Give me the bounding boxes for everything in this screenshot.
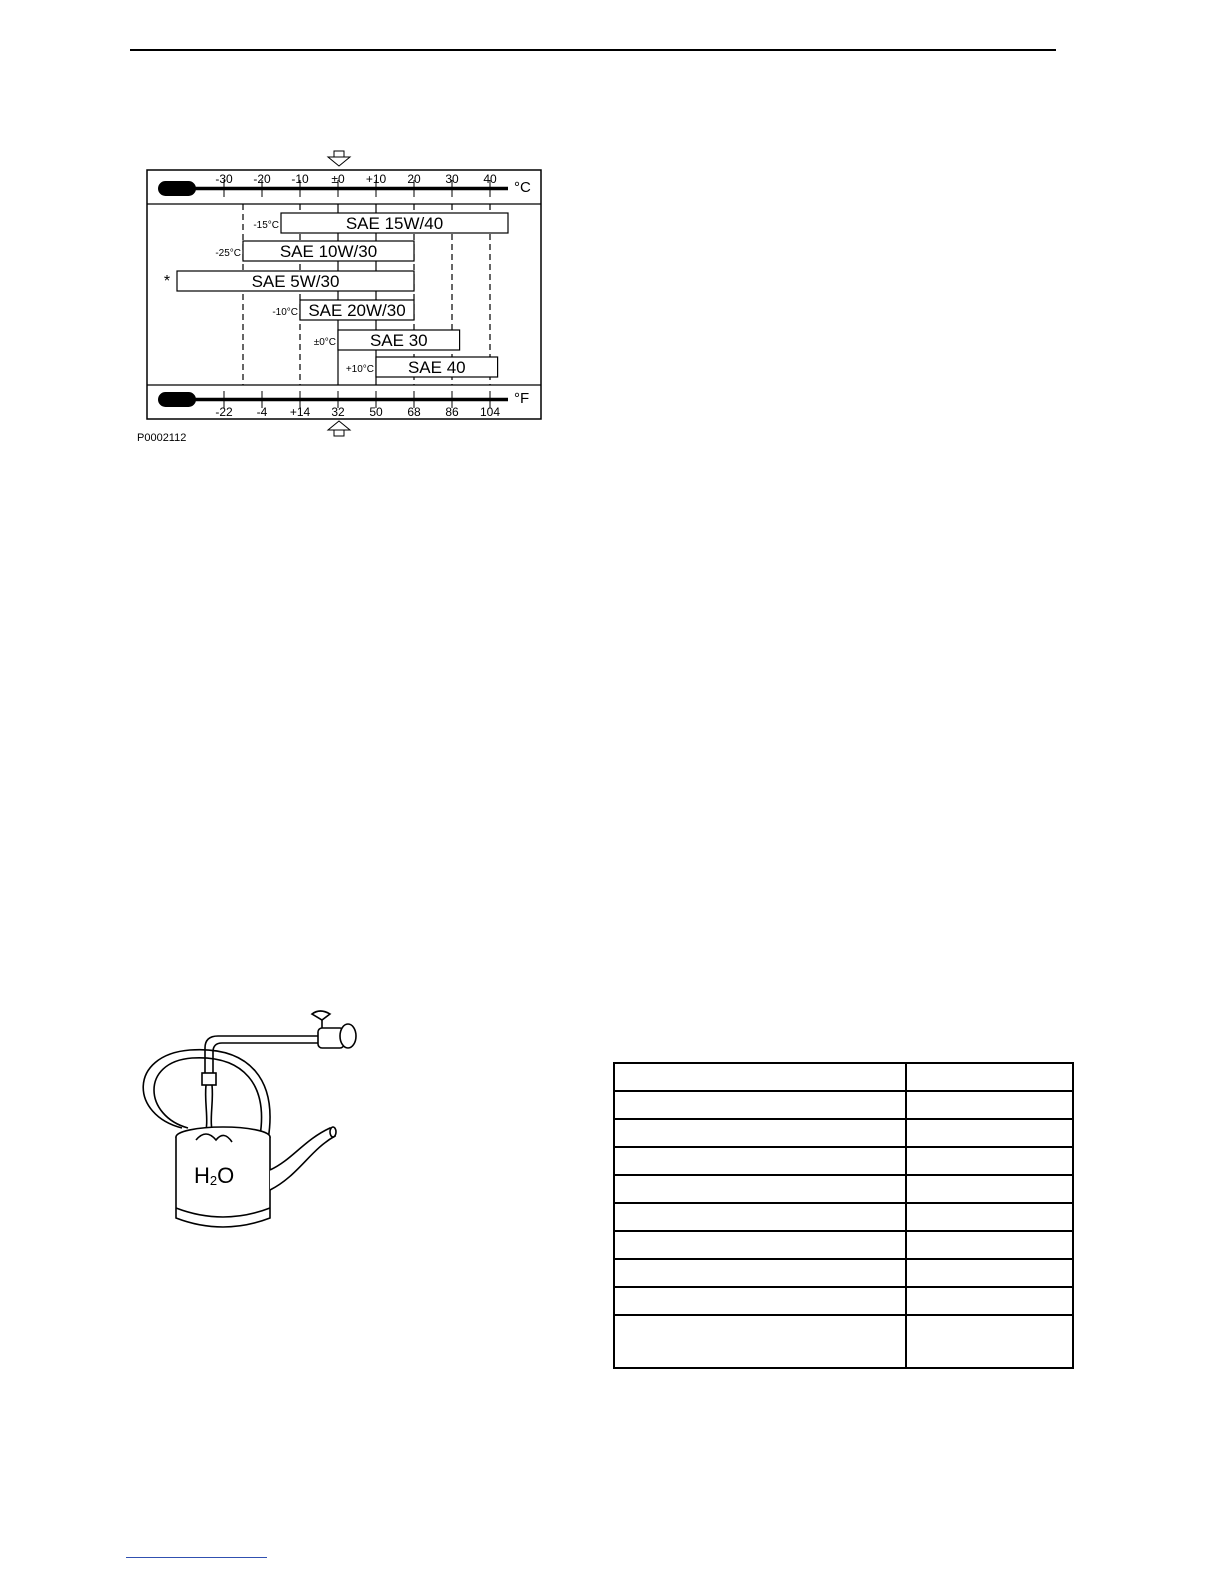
table-cell-item xyxy=(614,1063,906,1091)
oil-grade-label: SAE 15W/40 xyxy=(345,214,444,233)
celsius-tick-label: -20 xyxy=(253,172,271,186)
table-row xyxy=(614,1175,1073,1203)
oil-grade-label: SAE 20W/30 xyxy=(308,301,406,320)
table-cell-item xyxy=(614,1259,906,1287)
grade-start-temperature-label: +10°C xyxy=(345,364,374,375)
table-cell-value xyxy=(906,1119,1073,1147)
bottom-link-rule xyxy=(126,1557,267,1558)
celsius-unit-label: °C xyxy=(514,179,531,196)
table-cell-item xyxy=(614,1175,906,1203)
grade-start-temperature-label: * xyxy=(163,273,171,290)
faucet-handle-icon xyxy=(312,1011,330,1020)
fahrenheit-unit-label: °F xyxy=(514,390,530,407)
grade-start-temperature-label: -15°C xyxy=(253,220,279,231)
grade-start-temperature-label: -10°C xyxy=(272,307,298,318)
table-cell-value xyxy=(906,1203,1073,1231)
celsius-tick-label: 40 xyxy=(483,172,497,186)
table-row xyxy=(614,1287,1073,1315)
celsius-tick-label: 30 xyxy=(445,172,459,186)
table-row xyxy=(614,1231,1073,1259)
table-cell-item xyxy=(614,1287,906,1315)
table-cell-value xyxy=(906,1259,1073,1287)
zero-marker-down-arrow-icon xyxy=(328,151,350,166)
table-cell-value xyxy=(906,1063,1073,1091)
table-row xyxy=(614,1091,1073,1119)
fahrenheit-tick-label: -22 xyxy=(215,405,233,419)
table-row xyxy=(614,1315,1073,1368)
top-rule xyxy=(130,49,1056,51)
spec-table xyxy=(613,1062,1074,1369)
oil-viscosity-chart xyxy=(140,150,550,450)
hose-pipe-inner xyxy=(213,1043,318,1075)
table-cell-value xyxy=(906,1147,1073,1175)
hose-nozzle xyxy=(202,1073,216,1085)
table-row xyxy=(614,1119,1073,1147)
fahrenheit-tick-label: 68 xyxy=(407,405,421,419)
fahrenheit-tick-label: +14 xyxy=(289,405,311,419)
celsius-axis xyxy=(215,172,497,197)
table-cell-item xyxy=(614,1315,906,1368)
grade-start-temperature-label: -25°C xyxy=(215,248,241,259)
table-cell-item xyxy=(614,1091,906,1119)
fahrenheit-tick-label: -4 xyxy=(256,405,268,419)
figure-code: P0002112 xyxy=(137,432,187,444)
table-row xyxy=(614,1259,1073,1287)
table-cell-value xyxy=(906,1315,1073,1368)
table-row xyxy=(614,1203,1073,1231)
spout-tip xyxy=(330,1127,336,1137)
table-cell-value xyxy=(906,1175,1073,1203)
celsius-tick-label: +10 xyxy=(365,172,387,186)
table-cell-value xyxy=(906,1091,1073,1119)
hose-pipe xyxy=(205,1036,318,1075)
fahrenheit-tick-label: 104 xyxy=(479,405,501,419)
celsius-tick-label: -10 xyxy=(291,172,309,186)
celsius-tick-label: ±0 xyxy=(331,172,345,186)
zero-marker-up-arrow-icon xyxy=(328,421,350,436)
table-row xyxy=(614,1063,1073,1091)
oil-grade-bars xyxy=(164,213,508,377)
can-spout xyxy=(270,1128,335,1190)
fahrenheit-tick-label: 32 xyxy=(331,405,345,419)
celsius-tick-label: -30 xyxy=(215,172,233,186)
watering-can-illustration xyxy=(132,1005,372,1240)
can-label: H2O xyxy=(194,1163,235,1188)
table-row xyxy=(614,1147,1073,1175)
grade-start-temperature-label: ±0°C xyxy=(313,337,336,348)
fahrenheit-axis xyxy=(215,391,500,419)
table-cell-item xyxy=(614,1203,906,1231)
table-cell-item xyxy=(614,1147,906,1175)
oil-grade-label: SAE 40 xyxy=(407,358,466,377)
table-cell-value xyxy=(906,1287,1073,1315)
oil-grade-label: SAE 5W/30 xyxy=(251,272,340,291)
table-cell-item xyxy=(614,1231,906,1259)
fahrenheit-tick-label: 50 xyxy=(369,405,383,419)
celsius-tick-label: 20 xyxy=(407,172,421,186)
oil-grade-label: SAE 10W/30 xyxy=(279,242,378,261)
table-cell-item xyxy=(614,1119,906,1147)
oil-grade-label: SAE 30 xyxy=(369,331,428,350)
table-cell-value xyxy=(906,1231,1073,1259)
chart-frame xyxy=(147,170,541,419)
faucet-outlet xyxy=(340,1024,356,1048)
fahrenheit-tick-label: 86 xyxy=(445,405,459,419)
